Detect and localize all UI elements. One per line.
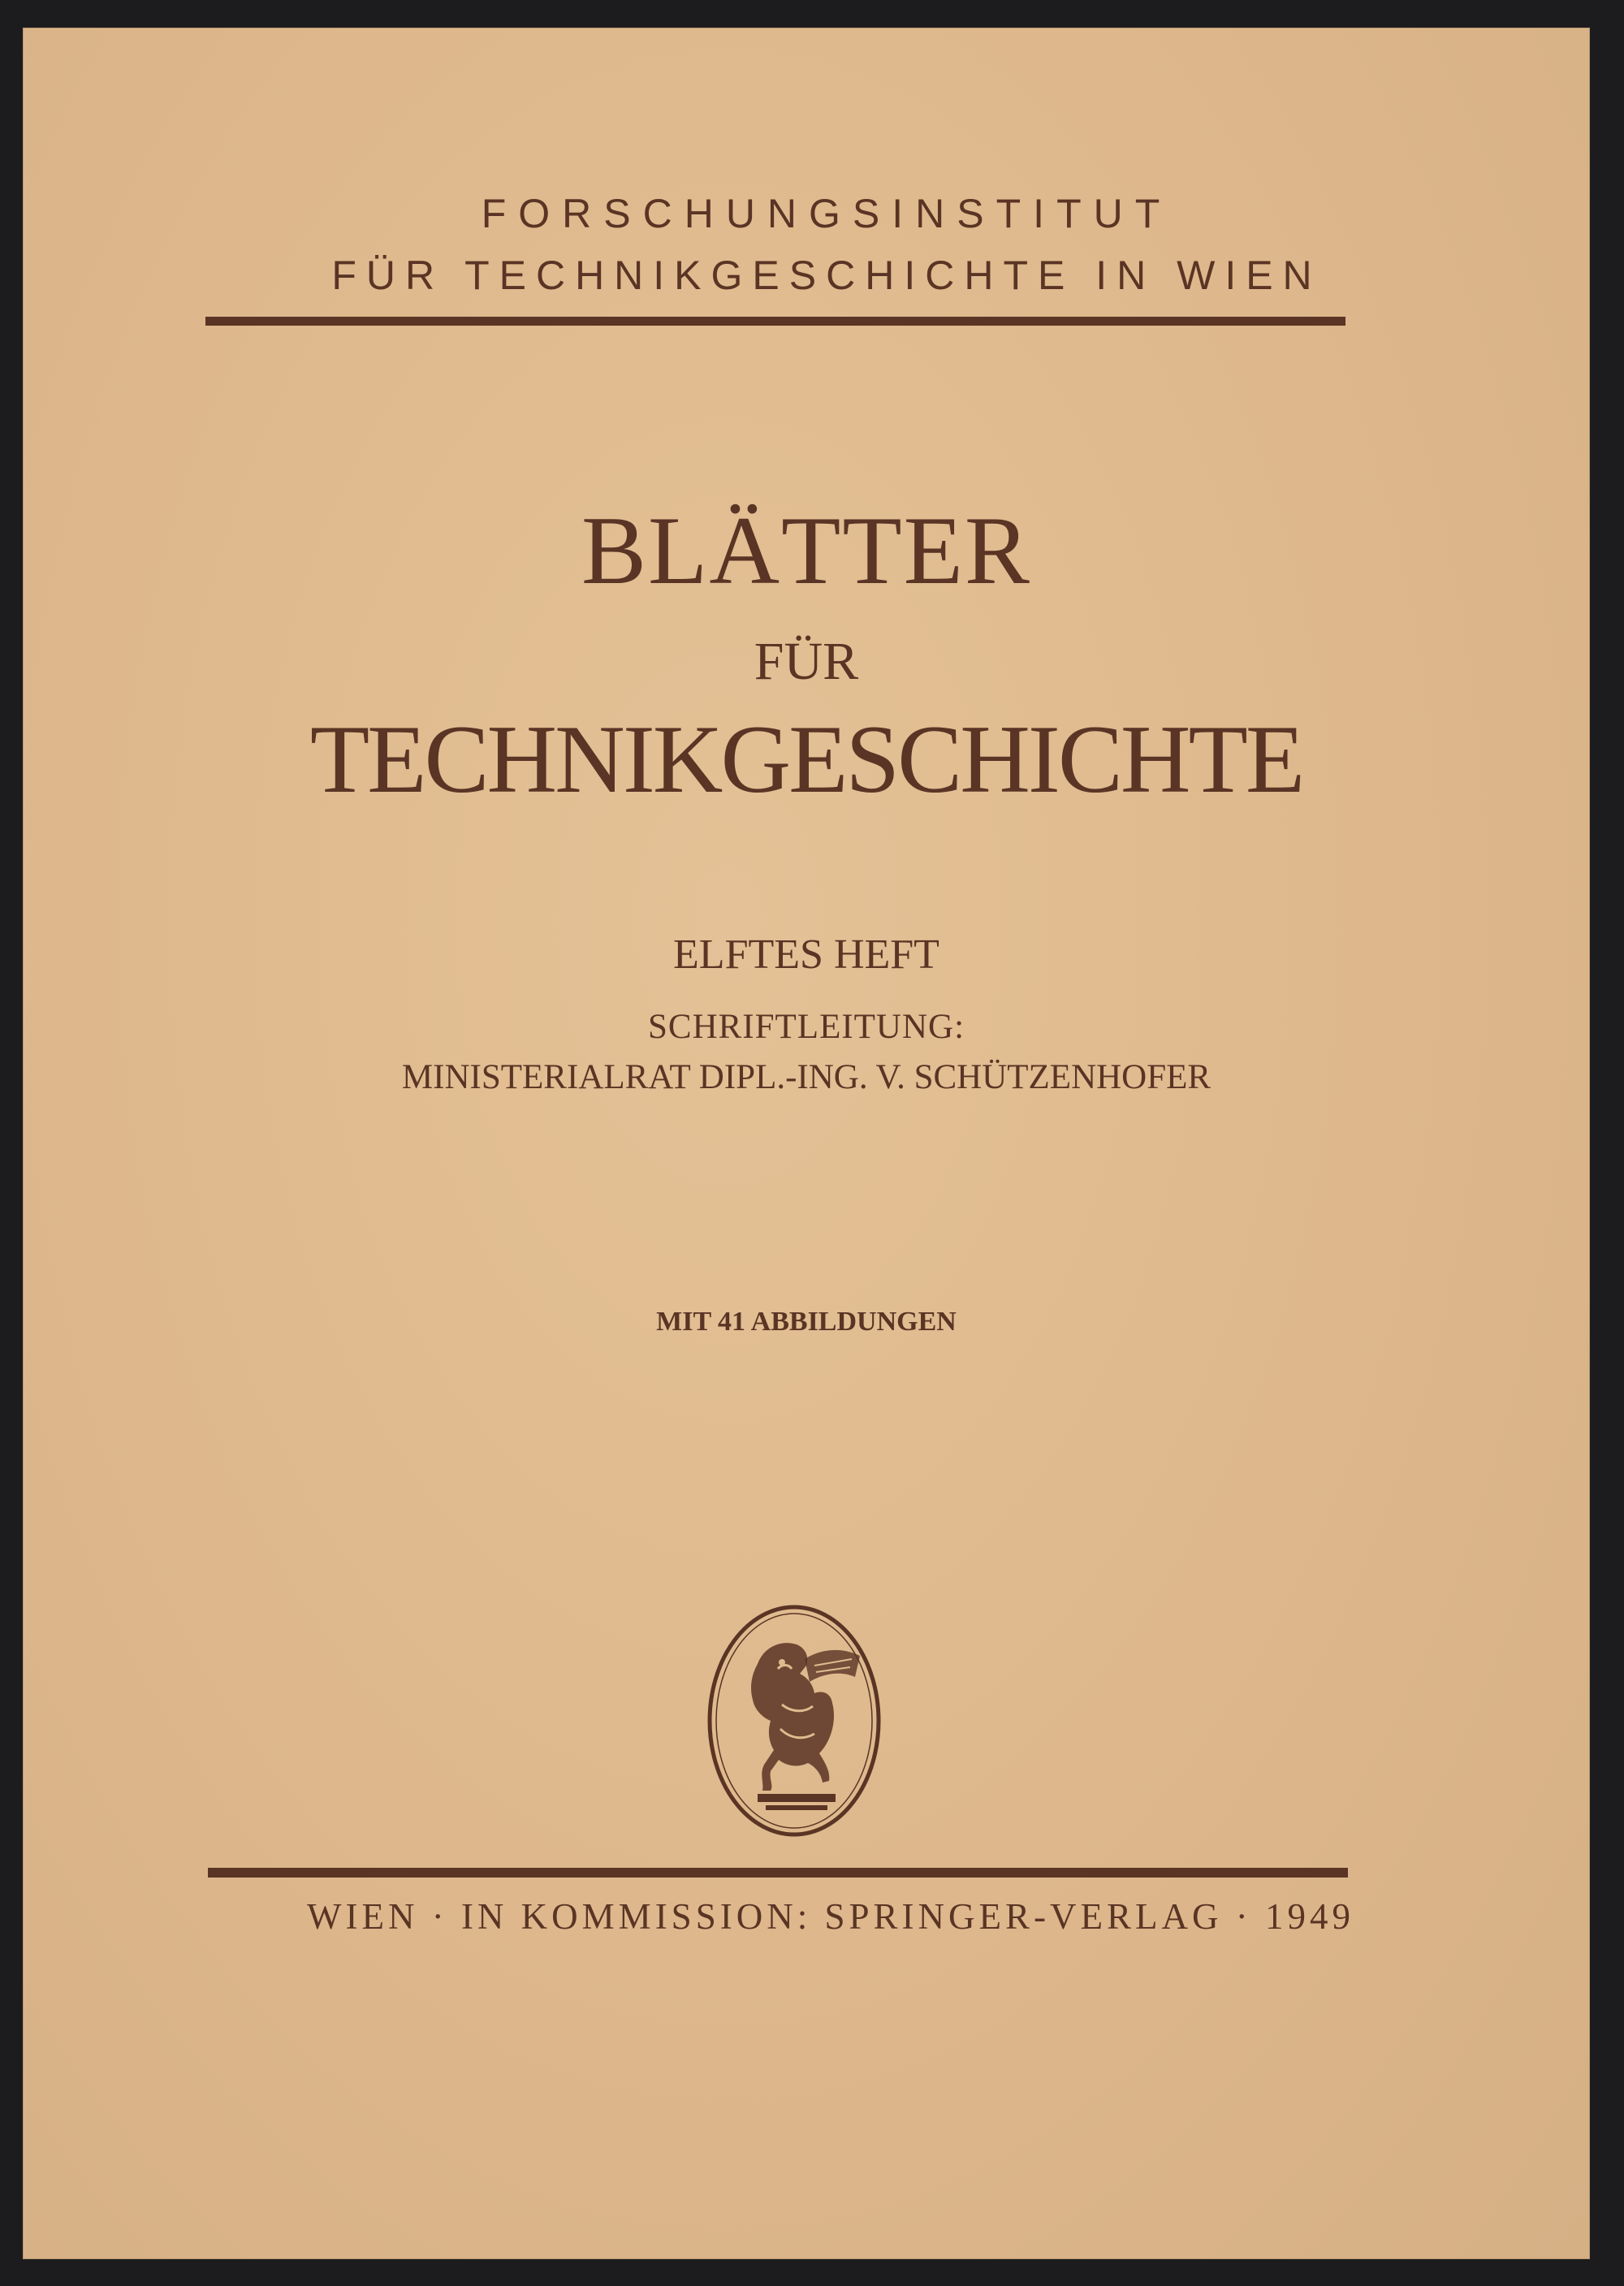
title-line1: BLÄTTER [581, 496, 1031, 604]
figures-note: MIT 41 ABBILDUNGEN [656, 1307, 957, 1337]
institute-name-line2: FÜR TECHNIKGESCHICHTE IN WIEN [331, 253, 1322, 298]
editor-label: SCHRIFTLEITUNG: [647, 1008, 965, 1046]
bottom-divider [208, 1868, 1348, 1878]
title-line3: TECHNIKGESCHICHTE [309, 705, 1303, 813]
title-line2: FÜR [754, 632, 859, 691]
issue-number: ELFTES HEFT [673, 931, 939, 978]
top-divider [205, 317, 1345, 326]
book-cover [23, 28, 1590, 2259]
institute-name-line1: FORSCHUNGSINSTITUT [481, 191, 1173, 236]
springer-horse-icon [701, 1599, 888, 1843]
publisher-imprint: WIEN · IN KOMMISSION: SPRINGER-VERLAG · 1949 [307, 1896, 1354, 1937]
editor-name: MINISTERIALRAT DIPL.-ING. V. SCHÜTZENHOFER [401, 1058, 1212, 1096]
